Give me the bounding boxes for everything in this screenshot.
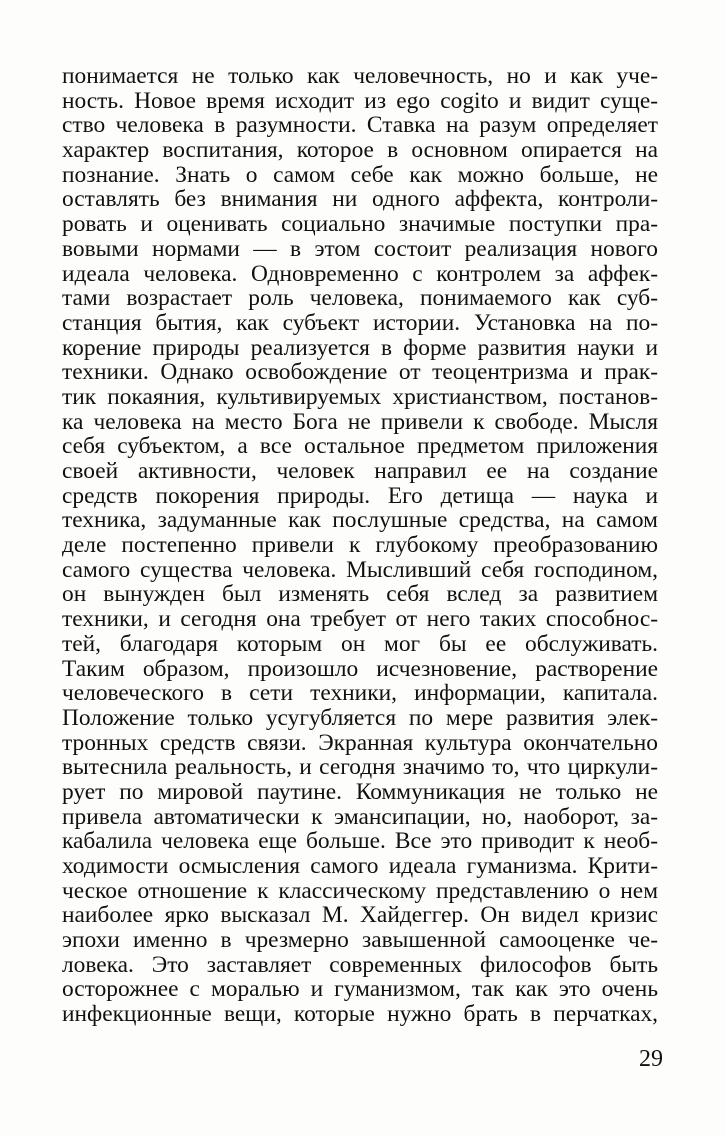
text-line: деле постепенно привели к глубокому преобразованию [62, 532, 658, 559]
text-line: ность. Новое время исходит из ego cogito и видит суще- [62, 87, 658, 114]
text-line: кабалила человека еще больше. Все это приводит к необ- [62, 828, 658, 855]
text-line: тей, благодаря которым он мог бы ее обслуживать. [62, 630, 658, 657]
text-line: ка человека на место Бога не привели к свободе. Мысля [62, 408, 658, 435]
text-line: станция бытия, как субъект истории. Установка на по- [62, 309, 658, 336]
page-number: 29 [639, 1046, 663, 1072]
text-line: эпохи именно в чрезмерно завышенной самооценке че- [62, 927, 658, 954]
text-line: наиболее ярко высказал М. Хайдеггер. Он видел кризис [62, 902, 658, 929]
text-line: оставлять без внимания ни одного аффекта, контроли- [62, 186, 658, 213]
body-text [62, 64, 658, 1027]
text-line: осторожнее с моралью и гуманизмом, так как это очень [62, 976, 658, 1003]
text-line: рует по мировой паутине. Коммуникация не только не [62, 778, 658, 805]
text-line: идеала человека. Одновременно с контролем за аффек- [62, 260, 658, 287]
text-line: техники, и сегодня она требует от него таких способнос- [62, 606, 658, 633]
text-line: вовыми нормами — в этом состоит реализация нового [62, 235, 658, 262]
text-line: самого существа человека. Мысливший себя господином, [62, 556, 658, 583]
text-line: понимается не только как человечность, но и как уче- [62, 63, 658, 89]
text-line: привела автоматически к эмансипации, но, наоборот, за- [62, 803, 658, 830]
text-line: техники. Однако освобождение от теоцентризма и прак- [62, 359, 658, 386]
text-line: характер воспитания, которое в основном опирается на [62, 137, 658, 164]
text-line: познание. Знать о самом себе как можно больше, не [62, 161, 658, 188]
text-line: себя субъектом, а все остальное предметом приложения [62, 433, 658, 460]
text-line: тик покаяния, культивируемых христианством, постанов- [62, 383, 658, 410]
text-line: вытеснила реальность, и сегодня значимо то, что циркули- [62, 754, 658, 781]
text-line: ство человека в разумности. Ставка на разум определяет [62, 112, 658, 139]
text-line: ходимости осмысления самого идеала гуманизма. Крити- [62, 853, 658, 879]
text-line: своей активности, человек направил ее на создание [62, 458, 658, 484]
text-line: ровать и оценивать социально значимые поступки пра- [62, 211, 658, 238]
text-line: ловека. Это заставляет современных философов быть [62, 951, 658, 978]
text-line: ческое отношение к классическому представлению о нем [62, 877, 658, 904]
text-line: человеческого в сети техники, информации, капитала. [62, 680, 658, 707]
text-line: он вынужден был изменять себя вслед за развитием [62, 581, 658, 608]
text-line: корение природы реализуется в форме развития науки и [62, 334, 658, 361]
text-line: средств покорения природы. Его детища — наука и [62, 482, 658, 509]
text-line: тронных средств связи. Экранная культура окончательно [62, 729, 658, 756]
text-line: Таким образом, произошло исчезновение, растворение [62, 655, 658, 682]
text-line: тами возрастает роль человека, понимаемого как суб- [62, 285, 658, 312]
text-line: техника, задуманные как послушные средства, на самом [62, 507, 658, 534]
text-line: инфекционные вещи, которые нужно брать в перчатках, [62, 1001, 658, 1028]
text-line: Положение только усугубляется по мере развития элек- [62, 704, 658, 731]
